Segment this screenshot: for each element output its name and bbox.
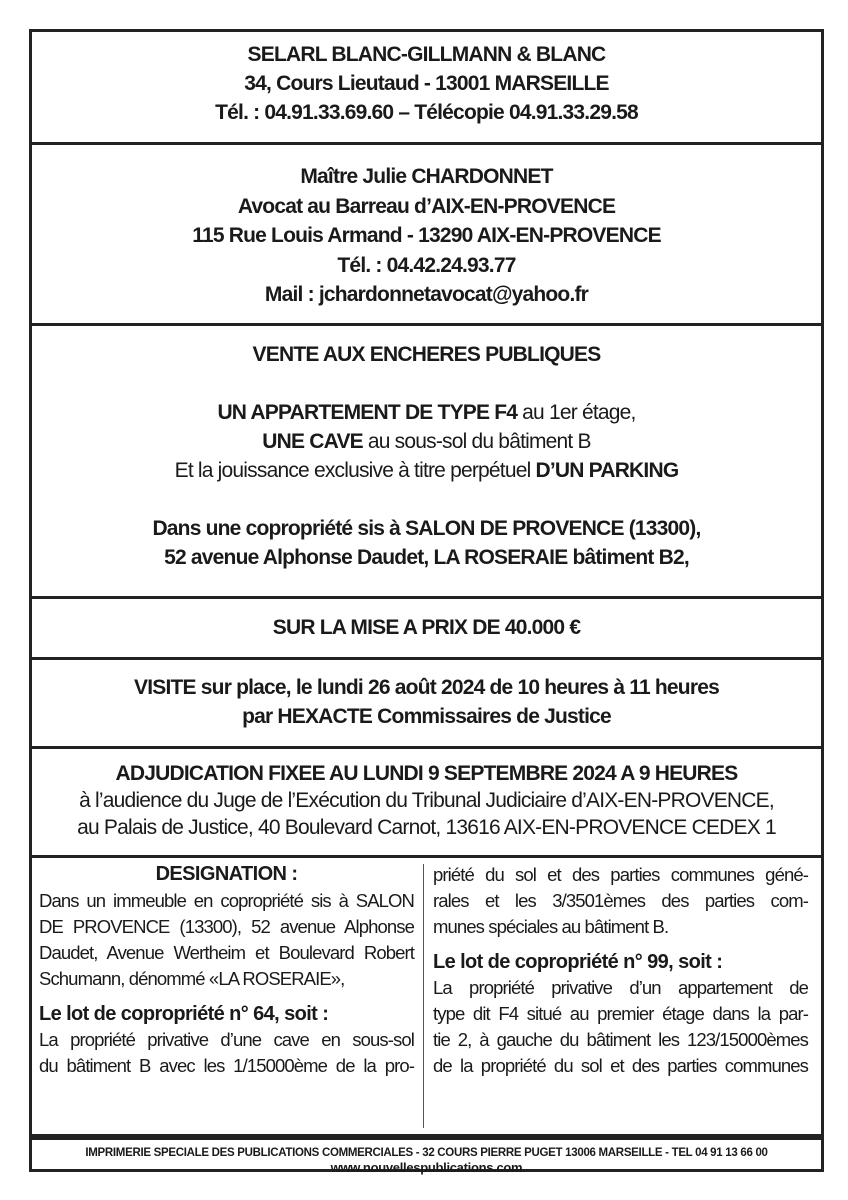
sale-location-line1: Dans une copropriété sis à SALON DE PROVENCE (13300),: [152, 517, 701, 540]
firm-name: SELARL BLANC-GILLMANN & BLANC: [247, 43, 606, 66]
legal-notice-frame: [29, 29, 824, 1175]
lot-99-text-line: de la propriété du sol et des parties communes: [433, 1055, 808, 1076]
lot-99-text-line: tie 2, à gauche du bâtiment les 123/15000èmes: [433, 1029, 808, 1050]
sale-heading: VENTE AUX ENCHERES PUBLIQUES: [252, 343, 601, 366]
sale-item-parking-rest: Et la jouissance exclusive à titre perpétuel: [174, 459, 536, 482]
designation-heading: DESIGNATION :: [155, 863, 298, 885]
sale-item-apartment-rest: au 1er étage,: [517, 401, 636, 424]
printer-footer: [32, 1137, 821, 1175]
designation-text-line: Schumann, dénommé «LA ROSERAIE»,: [39, 968, 345, 989]
visit-line2: par HEXACTE Commissaires de Justice: [242, 705, 611, 728]
lot-64-continued-line: munes spéciales au bâtiment B.: [433, 916, 669, 937]
lawyer-block: [32, 145, 821, 326]
sale-item-cave-bold: UNE CAVE: [262, 430, 363, 453]
visit-block: [32, 660, 821, 749]
lot-64-heading: Le lot de copropriété n° 64, soit :: [39, 1003, 329, 1025]
lot-99-text-line: type dit F4 situé au premier étage dans la par-: [433, 1003, 808, 1024]
designation-text-line: Daudet, Avenue Wertheim et Boulevard Robert: [39, 942, 414, 963]
printer-info: IMPRIMERIE SPECIALE DES PUBLICATIONS COMMERCIALES - 32 COURS PIERRE PUGET 13006 MARSEILLE - TEL 04 91 13 66 00: [85, 1147, 768, 1159]
visit-line1: VISITE sur place, le lundi 26 août 2024 de 10 heures à 11 heures: [134, 676, 719, 699]
adjudication-line1: à l’audience du Juge de l’Exécution du Tribunal Judiciaire d’AIX-EN-PROVENCE,: [79, 789, 774, 812]
lot-64-continued-line: rales et les 3/3501èmes des parties com-: [433, 890, 808, 911]
lot-99-heading: Le lot de copropriété n° 99, soit :: [433, 951, 723, 973]
printer-website[interactable]: www.nouvellespublications.com: [330, 1160, 523, 1175]
lot-64-text-line: du bâtiment B avec les 1/15000ème de la pro-: [39, 1055, 414, 1076]
lawyer-mail[interactable]: Mail : jchardonnetavocat@yahoo.fr: [264, 283, 589, 306]
sale-item-parking-bold: D’UN PARKING: [535, 459, 679, 482]
lawyer-address: 115 Rue Louis Armand - 13290 AIX-EN-PROVENCE: [192, 224, 661, 247]
adjudication-block: [32, 749, 821, 858]
sale-item-apartment: [32, 398, 821, 427]
firm-header: [32, 32, 821, 145]
lot-64-text-line: La propriété privative d’une cave en sous-sol: [39, 1029, 414, 1050]
sale-item-apartment-bold: UN APPARTEMENT DE TYPE F4: [217, 401, 518, 424]
column-divider: [423, 864, 424, 1128]
lawyer-phone: Tél. : 04.42.24.93.77: [337, 253, 516, 277]
lot-99-text-line: La propriété privative d’un appartement de: [433, 977, 808, 998]
sale-item-cave-rest: au sous-sol du bâtiment B: [362, 430, 591, 453]
sale-item-cave: [32, 427, 821, 456]
designation-text-line: Dans un immeuble en copropriété sis à SALON: [39, 890, 414, 911]
starting-price: SUR LA MISE A PRIX DE 40.000 €: [272, 616, 581, 639]
firm-address: 34, Cours Lieutaud - 13001 MARSEILLE: [244, 72, 609, 95]
designation-left-column: [39, 858, 414, 1134]
designation-block: [32, 858, 821, 1137]
sale-location-line2: 52 avenue Alphonse Daudet, LA ROSERAIE bâtiment B2,: [164, 546, 689, 569]
sale-item-parking: [32, 456, 821, 485]
lawyer-title: Avocat au Barreau d’AIX-EN-PROVENCE: [237, 194, 616, 218]
designation-right-column: [433, 858, 808, 1134]
lot-64-continued-line: priété du sol et des parties communes géné-: [433, 864, 808, 885]
price-block: [32, 599, 821, 660]
adjudication-line2: au Palais de Justice, 40 Boulevard Carnot, 13616 AIX-EN-PROVENCE CEDEX 1: [77, 816, 776, 839]
firm-phones: Tél. : 04.91.33.69.60 – Télécopie 04.91.33.29.58: [215, 101, 638, 124]
lawyer-name: Maître Julie CHARDONNET: [300, 165, 553, 188]
designation-text-line: DE PROVENCE (13300), 52 avenue Alphonse: [39, 916, 414, 937]
sale-block: [32, 326, 821, 599]
adjudication-heading: ADJUDICATION FIXEE AU LUNDI 9 SEPTEMBRE 2024 A 9 HEURES: [115, 762, 738, 785]
